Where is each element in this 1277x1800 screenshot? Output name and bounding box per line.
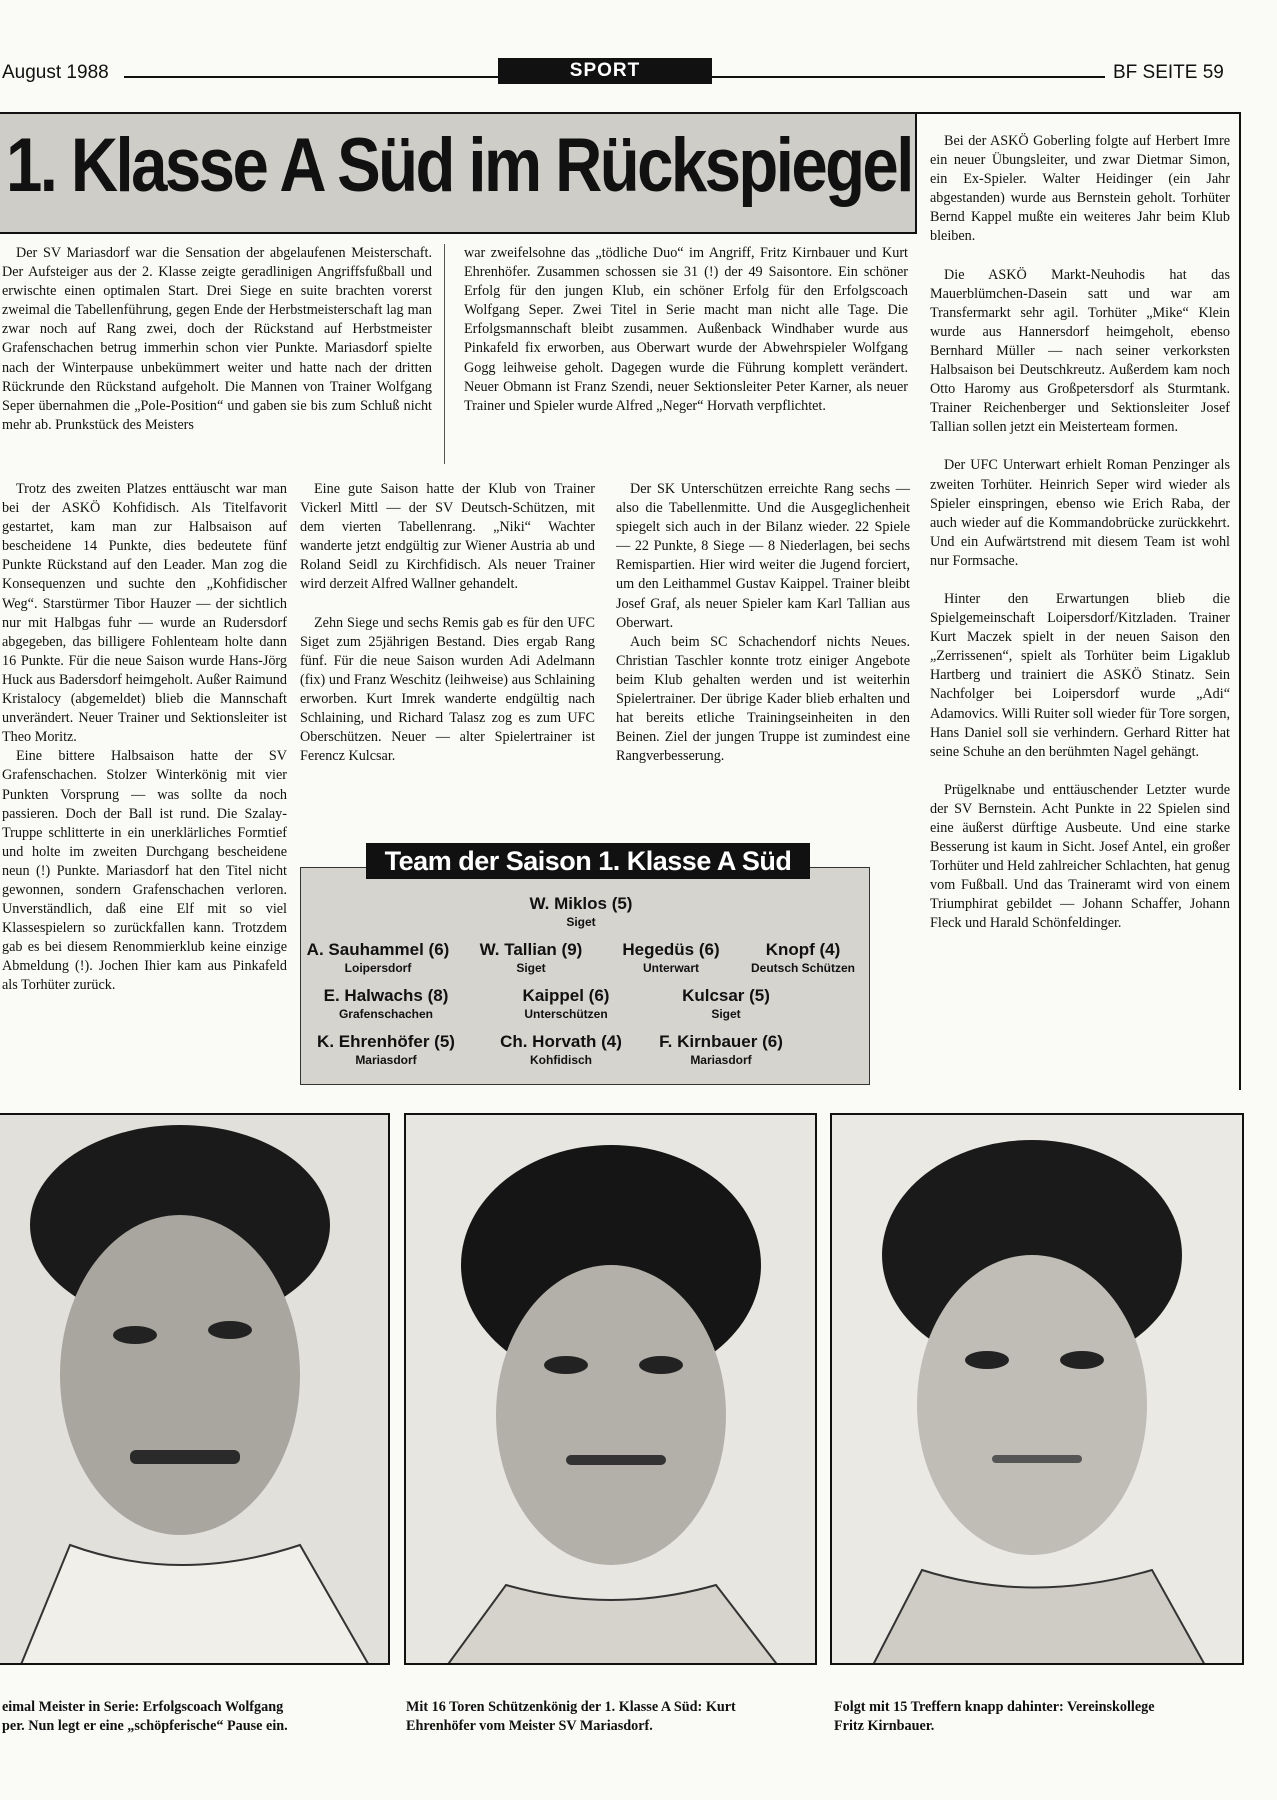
header-rule-right (712, 76, 1105, 78)
team-player: Hegedüs (6) Unterwart (622, 940, 720, 975)
paragraph-markt-neuhodis: Die ASKÖ Markt-Neuhodis hat das Mauerblümchen-Dasein satt und war am Transfermarkt sehr agil. Torhüter „Mike“ Klein wurde aus Hannersdorf heimgeholt, ebenso Bernhard Müller — nach seiner verkorksten Halbsaison bei Deutschkreutz. Außerdem kam noch Otto Haromy aus Großpetersdorf als Sturmtank. Trainer Reichenberger und Sektionsleiter Josef Tallian sollen jetzt ein Meisterteam formen. (930, 266, 1230, 436)
photo-kurt-ehrenhoefer (404, 1113, 817, 1665)
article-column-2 (464, 244, 908, 464)
caption-line: Fritz Kirnbauer. (834, 1718, 935, 1734)
caption-line: Mit 16 Toren Schützenkönig der 1. Klasse A Süd: Kurt (406, 1699, 736, 1715)
team-player: A. Sauhammel (6) Loipersdorf (306, 940, 450, 975)
team-player: W. Tallian (9) Siget (479, 940, 583, 975)
article-column-4 (930, 132, 1230, 1082)
paragraph-unterschuetzen: Der SK Unterschützen erreichte Rang sechs — also die Tabellenmitte. Und die Ausgeglichenheit spiegelt sich auch in der Bilanz wieder. 22 Spiele — 22 Punkte, 8 Siege — 8 Niederlagen, bei sechs Remispartien. Hier wird weiter die Jugend forciert, um den Leithammel Gustav Kaippel. Trainer bleibt Josef Graf, als neuer Spieler kam Karl Tallian aus Oberwart. (616, 481, 910, 631)
caption-line: eimal Meister in Serie: Erfolgscoach Wolfgang (2, 1699, 284, 1715)
caption-line: Folgt mit 15 Treffern knapp dahinter: Vereinskollege (834, 1699, 1155, 1715)
team-player: F. Kirnbauer (6) Mariasdorf (659, 1032, 783, 1067)
paragraph-mariasdorf: Der SV Mariasdorf war die Sensation der abgelaufenen Meisterschaft. Der Aufsteiger aus der 2. Klasse zeigte geradlinigen Angriffsfußball und erwischte einen optimalen Start. Drei Siege en suite brachten vorerst zweimal die Tabellenführung, gegen Ende der Herbstmeisterschaft lag man zwar noch auf Rang zwei, doch der Rückstand auf Herbstmeister Grafenschachen betrug immerhin schon vier Punkte. Mariasdorf spielte nach der Winterpause unbekümmert weiter und hatte nach der dritten Rückrunde den Rückstand aufgeholt. Die Mannen von Trainer Wolfgang Seper übernahmen die „Pole-Position“ und gaben sie bis zum Schluß nicht mehr ab. Prunkstück des Meisters (2, 245, 432, 433)
paragraph-bernstein: Prügelknabe und enttäuschender Letzter wurde der SV Bernstein. Acht Punkte in 22 Spielen sind eine äußerst dürftige Ausbeute. Und eine starke Besserung ist kaum in Sicht. Josef Antel, ein großer Torhüter und Held zahlreicher Schlachten, hat genug vom Fußball. Und das Traineramt wird von einem Triumphirat gebildet — Johann Schaffer, Johann Fleck und Harald Schönfeldinger. (930, 781, 1230, 932)
paragraph-schachendorf: Auch beim SC Schachendorf nichts Neues. Christian Taschler konnte trotz einiger Angebote beim Klub gehalten werden und ist weiterhin Spielertrainer. Der übrige Kader blieb erhalten und hat bereits etliche Trainingseinheiten in den Beinen. Ziel der jungen Truppe ist zumindest eine Rangverbesserung. (616, 633, 910, 765)
team-player: E. Halwachs (8) Grafenschachen (323, 986, 449, 1021)
headline-box (0, 112, 917, 234)
caption-photo-3 (834, 1698, 1248, 1736)
paragraph-goberling: Bei der ASKÖ Goberling folgte auf Herbert Imre ein neuer Übungsleiter, und zwar Dietmar Simon, ein Ex-Spieler. Walter Heidinger (ein Jahr abgestanden) wurde aus Bernstein geholt. Torhüter Bernd Kappel mußte ein weiteres Jahr beim Klub bleiben. (930, 133, 1230, 245)
team-player: K. Ehrenhöfer (5) Mariasdorf (317, 1032, 455, 1067)
section-label: SPORT (498, 58, 712, 84)
portrait-silhouette-icon (406, 1115, 817, 1665)
team-of-season-box (300, 867, 870, 1085)
paragraph-loipersdorf: Hinter den Erwartungen blieb die Spielgemeinschaft Loipersdorf/Kitzladen. Trainer Kurt Maczek spielt in der neuen Saison den „Zerrissenen“, spielt als Torhüter beim Ligaklub Hartberg und trainiert die ASKÖ Stinatz. Sein Nachfolger bei Loipersdorf wurde „Adi“ Adamovics. Willi Ruiter soll wieder für Tore sorgen, Hans Daniel soll sie verhindern. Gerhard Ritter hat seine Schuhe an den berühmten Nagel gehängt. (930, 590, 1230, 760)
caption-line: per. Nun legt er eine „schöpferische“ Pause ein. (2, 1718, 288, 1734)
photo-fritz-kirnbauer (830, 1113, 1244, 1665)
caption-photo-2 (406, 1698, 820, 1736)
paragraph-siget: Zehn Siege und sechs Remis gab es für den UFC Siget zum 25jährigen Bestand. Dies ergab Rang fünf. Für die neue Saison wurden Adi Adelmann (fix) und Franz Weschitz (leihweise) aus Schlaining erworben. Kurt Imrek wanderte endgültig nach Schlaining, und Richard Talasz zog es zum UFC Oberschützen. Neuer — alter Spielertrainer ist Ferencz Kulcsar. (300, 614, 595, 765)
column-divider (444, 244, 445, 464)
team-player: Kaippel (6) Unterschützen (522, 986, 610, 1021)
caption-photo-1 (2, 1698, 382, 1736)
photo-wolfgang-seper (0, 1113, 390, 1665)
team-player: Ch. Horvath (4) Kohfidisch (500, 1032, 622, 1067)
page-number: BF SEITE 59 (1113, 62, 1224, 83)
paragraph-kohfidisch: Trotz des zweiten Platzes enttäuscht war man bei der ASKÖ Kohfidisch. Als Titelfavorit gestartet, kam man zur Halbsaison auf bescheidene 14 Punkte, dies bedeutete fünf Punkte Rückstand auf den Leader. Man zog die Konsequenzen und suchte den „Kohfidischer Weg“. Starstürmer Tibor Hauzer — der sichtlich nur mit Halbgas fuhr — wurde an Rudersdorf abgegeben, das billigere Fohlenteam holte dann 16 Punkte. Für die neue Saison wurde Hans-Jörg Huck aus Badersdorf heimgeholt. Außer Raimund Kristalocy (abgemeldet) blieb die Mannschaft unverändert. Neuer Trainer und Sektionsleiter ist Theo Moritz. (2, 481, 287, 746)
caption-line: Ehrenhöfer vom Meister SV Mariasdorf. (406, 1718, 653, 1734)
article-column-2b (300, 480, 595, 835)
portrait-silhouette-icon (0, 1115, 390, 1665)
paragraph-duo: war zweifelsohne das „tödliche Duo“ im Angriff, Fritz Kirnbauer und Kurt Ehrenhöfer. Zusammen schossen sie 31 (!) der 49 Saisontore. Ein schöner Erfolg für den jungen Klub, ein schöner Erfolg für den Erfolgscoach Wolfgang Seper. Zwei Titel in Serie macht man nicht alle Tage. Die Erfolgsmannschaft bleibt zusammen. Außenback Windhaber wurde aus Pinkafeld fix erworben, aus Oberwart wurde der Abwehrspieler Wolfgang Gogg leihweise geholt. Dagegen wurde die Führung komplett verändert. Neuer Obmann ist Franz Szendi, neuer Sektionsleiter Peter Karner, als neuer Trainer und Spieler wurde Alfred „Neger“ Horvath verpflichtet. (464, 245, 908, 414)
team-player: Kulcsar (5) Siget (682, 986, 770, 1021)
team-player: W. Miklos (5) Siget (529, 894, 633, 929)
paragraph-grafenschachen: Eine bittere Halbsaison hatte der SV Grafenschachen. Stolzer Winterkönig mit vier Punkten Vorsprung — was sollte da noch passieren. Doch der Ball ist rund. Die Szalay-Truppe schlitterte in ein unerklärliches Formtief und holte im zweiten Durchgang bescheidene neun (!) Punkte. Mariasdorf hat den Titel nicht gewonnen, sondern Grafenschachen verloren. Unverständlich, daß eine Elf mit so viel Klassespielern so zurückfallen kann. Trotzdem gab es bei diesem Renommierklub keine einzige Abmeldung (!). Jochen Ihier kam aus Pinkafeld als Torhüter zurück. (2, 748, 287, 994)
header-rule-left (124, 76, 498, 78)
team-of-season-title: Team der Saison 1. Klasse A Süd (366, 843, 810, 879)
article-column-3 (616, 480, 910, 835)
article-column-1b (2, 480, 287, 1092)
paragraph-unterwart: Der UFC Unterwart erhielt Roman Penzinger als zweiten Torhüter. Heinrich Seper wird wieder als Spieler einspringen, ebenso wie Erich Raba, der auch wieder auf die Kommandobrücke zurückkehrt. Und ein Aufwärtstrend mit diesem Team ist wohl nur Formsache. (930, 457, 1230, 569)
team-player: Knopf (4) Deutsch Schützen (750, 940, 855, 975)
paragraph-deutsch-schuetzen: Eine gute Saison hatte der Klub von Trainer Vickerl Mittl — der SV Deutsch-Schützen, mit dem vierten Tabellenrang. „Niki“ Wachter wanderte jetzt endgültig zur Wiener Austria ab und Roland Seidl zu Kirchfidisch. Als neuer Trainer wird derzeit Alfred Wallner gehandelt. (300, 481, 595, 593)
issue-date: August 1988 (2, 62, 109, 83)
headline: 1. Klasse A Süd im Rückspiegel (6, 123, 912, 208)
article-column-1 (2, 244, 432, 464)
portrait-silhouette-icon (832, 1115, 1244, 1665)
